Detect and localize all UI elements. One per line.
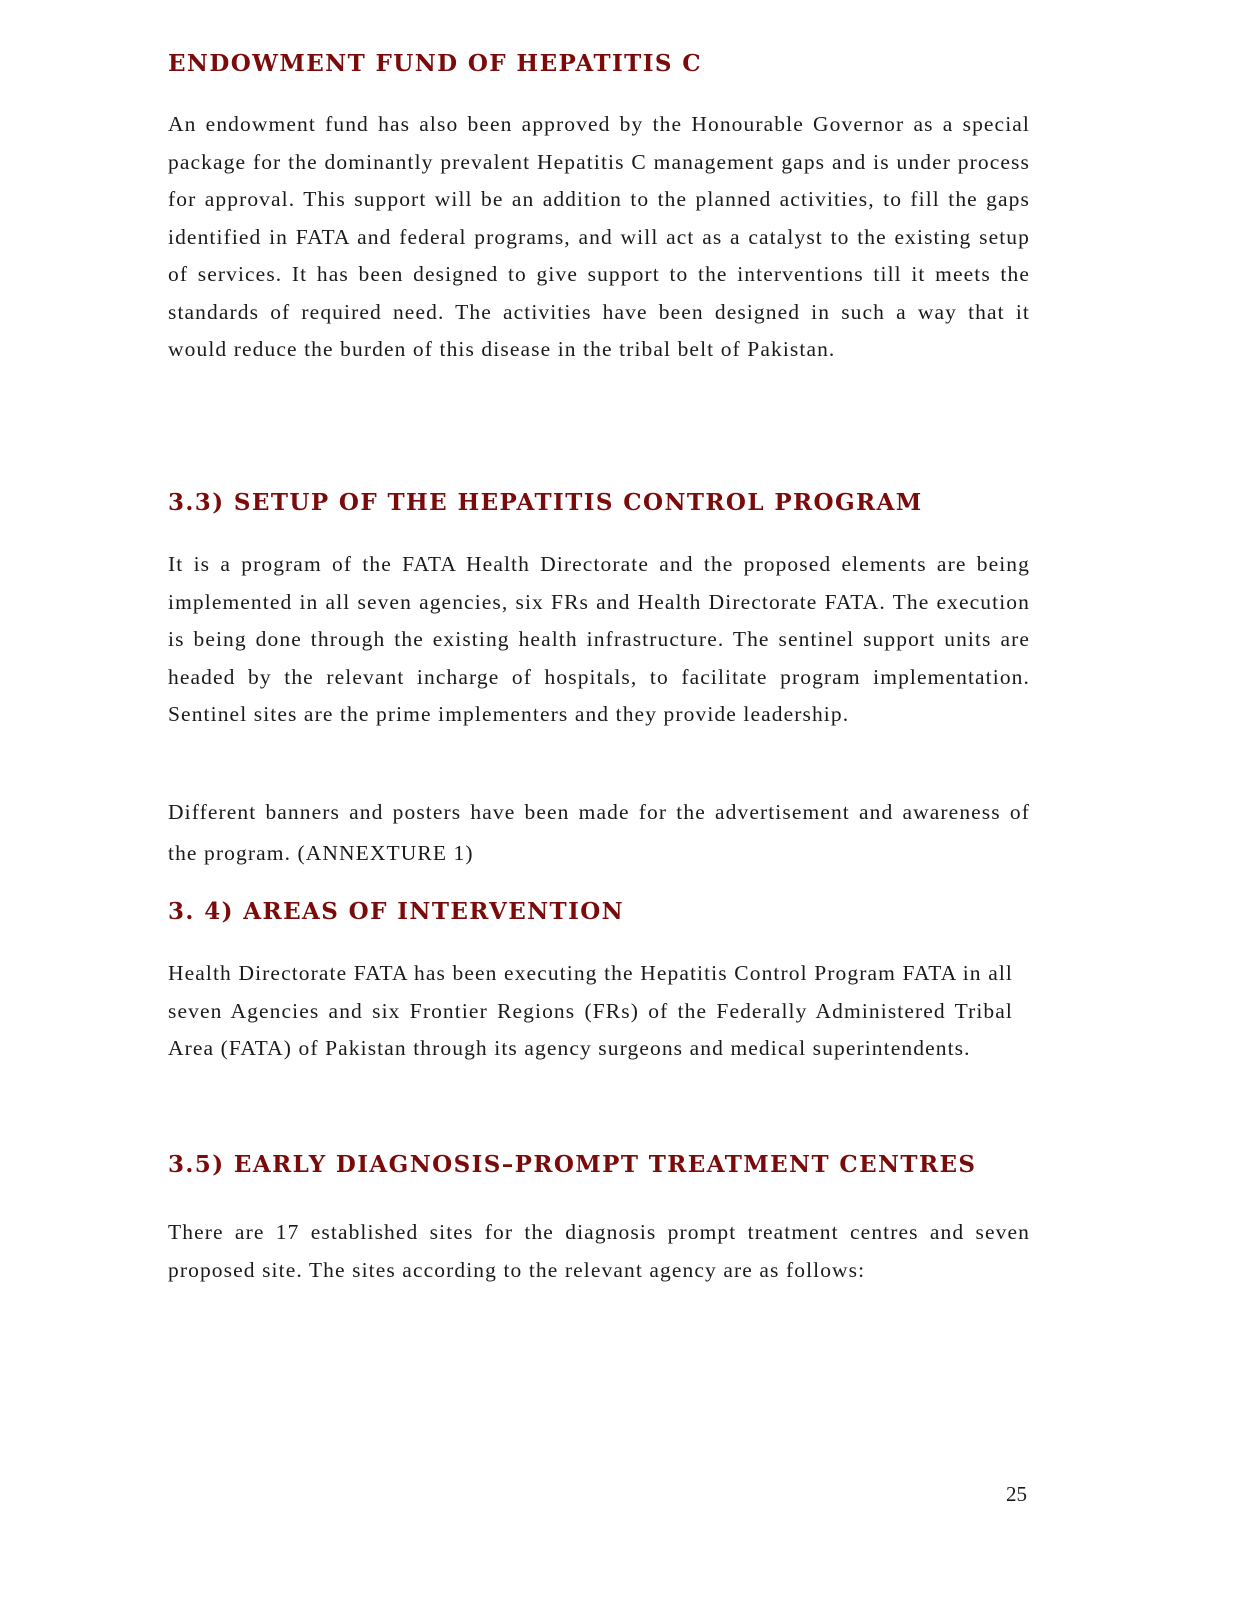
section-heading-areas-of-intervention: 3. 4) AREAS OF INTERVENTION xyxy=(168,898,625,925)
paragraph-setup-program: It is a program of the FATA Health Directorate and the proposed elements are being implemented in all seven agencies, six FRs and Health Directorate FATA. The execution is being done through the existing health infrastructure. The sentinel support units are headed by the relevant incharge of hospitals, to facilitate program implementation. Sentinel sites are the prime implementers and they provide leadership. xyxy=(168,552,1030,726)
paragraph-areas-of-intervention: Health Directorate FATA has been executing the Hepatitis Control Program FATA in all seven Agencies and six Frontier Regions (FRs) of the Federally Administered Tribal Area (FATA) of Pakistan through its agency surgeons and medical superintendents. xyxy=(168,961,1013,1060)
paragraph-early-diagnosis: There are 17 established sites for the diagnosis prompt treatment centres and seven proposed site. The sites according to the relevant agency are as follows: xyxy=(168,1220,1030,1282)
paragraph-endowment-fund: An endowment fund has also been approved by the Honourable Governor as a special package for the dominantly prevalent Hepatitis C management gaps and is under process for approval. This support will be an addition to the planned activities, to fill the gaps identified in FATA and federal programs, and will act as a catalyst to the existing setup of services. It has been designed to give support to the interventions till it meets the standards of required need. The activities have been designed in such a way that it would reduce the burden of this disease in the tribal belt of Pakistan. xyxy=(168,112,1030,361)
section-heading-endowment-fund: ENDOWMENT FUND OF HEPATITIS C xyxy=(168,50,702,77)
section-heading-early-diagnosis: 3.5) EARLY DIAGNOSIS–PROMPT TREATMENT CENTRES xyxy=(168,1151,977,1178)
page-number: 25 xyxy=(1006,1482,1027,1506)
section-heading-setup-program: 3.3) SETUP OF THE HEPATITIS CONTROL PROGRAM xyxy=(168,489,923,516)
paragraph-banners-posters: Different banners and posters have been made for the advertisement and awareness of the program. (ANNEXTURE 1) xyxy=(168,800,1030,865)
